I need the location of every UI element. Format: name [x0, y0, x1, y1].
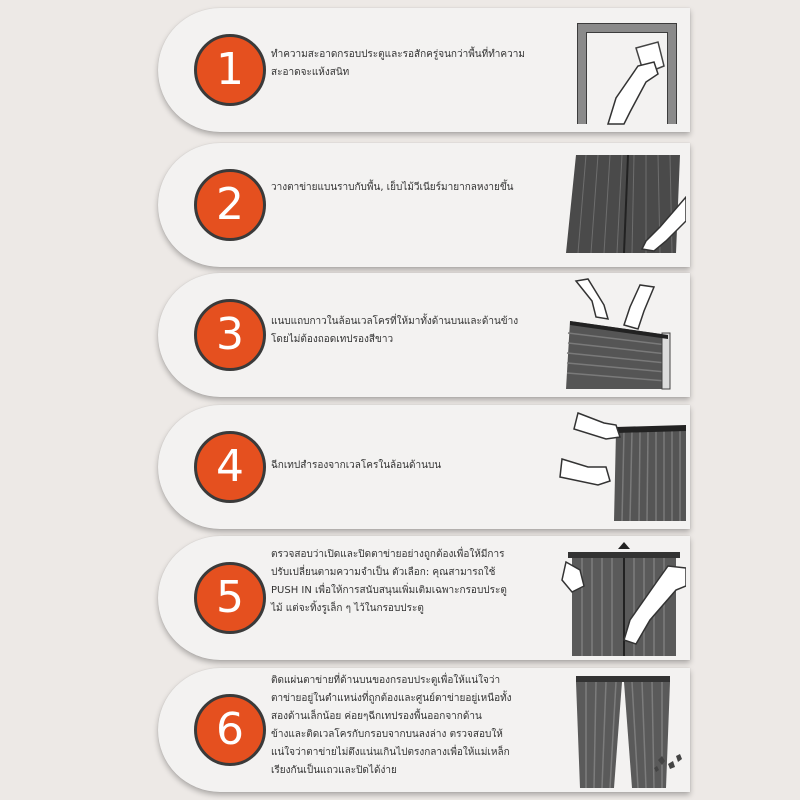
step-number-badge: 4: [194, 431, 266, 503]
check-mesh-illustration: [558, 540, 686, 656]
step-card-3: [158, 273, 690, 397]
step-card-1: [158, 8, 690, 132]
hang-mesh-illustration: [558, 672, 686, 788]
step-text: ทำความสะอาดกรอบประตูและรอสักครู่จนกว่าพื้นที่ทำความ สะอาดจะแห้งสนิท: [271, 49, 525, 78]
step-card-5: [158, 536, 690, 660]
step-card-6: [158, 668, 690, 792]
step-text: ฉีกเทปสำรองจากเวลโครในล้อนด้านบน: [271, 460, 442, 471]
step-text: แนบแถบกาวในล้อนเวลโครที่ให้มาทั้งด้านบนและด้านข้าง โดยไม่ต้องถอดเทปรองสีขาว: [271, 316, 519, 345]
step-number-badge: 5: [194, 562, 266, 634]
step-card-2: [158, 143, 690, 267]
step-card-4: [158, 405, 690, 529]
peel-tape-illustration: [558, 409, 686, 525]
attach-velcro-illustration: [558, 277, 686, 393]
step-number-badge: 1: [194, 34, 266, 106]
flat-mesh-illustration: [558, 147, 686, 263]
step-text: วางตาข่ายแบนราบกับพื้น, เย็บไม้วีเนียร์มายากลหงายขึ้น: [271, 182, 514, 193]
step-number-badge: 2: [194, 169, 266, 241]
step-number-badge: 6: [194, 694, 266, 766]
step-text: ตรวจสอบว่าเปิดและปิดตาข่ายอย่างถูกต้องเพื่อให้มีการ ปรับเปลี่ยนตามความจำเป็น ตัวเลือก: คุณสามารถใช้ PUSH IN เพื่อให้การสนับสนุนเพิ่มเติมเฉพาะกรอบประตู ไม้ แต่จะทิ้งรูเล็ก ๆ ไว้ในกรอบประตู: [271, 549, 507, 614]
step-text: ติดแผ่นตาข่ายที่ด้านบนของกรอบประตูเพื่อให้แน่ใจว่า ตาข่ายอยู่ในตำแหน่งที่ถูกต้องและศูนย์ตาข่ายอยู่เหนือทั้ง สองด้านเล็กน้อย ค่อยๆฉีกเทปรองพื้นออกจากด้าน ข้างและติดเวลโครกับกรอบจากบนลงล่าง ตรวจสอบให้ แน่ใจว่าตาข่ายไม่ตึงแน่นเกินไปตรงกลางเพื่อให้แม่เหล็ก เรียงกันเป็นแถวและปิดได้ง่าย: [271, 675, 512, 776]
step-number-badge: 3: [194, 299, 266, 371]
clean-door-frame-illustration: [558, 12, 686, 128]
